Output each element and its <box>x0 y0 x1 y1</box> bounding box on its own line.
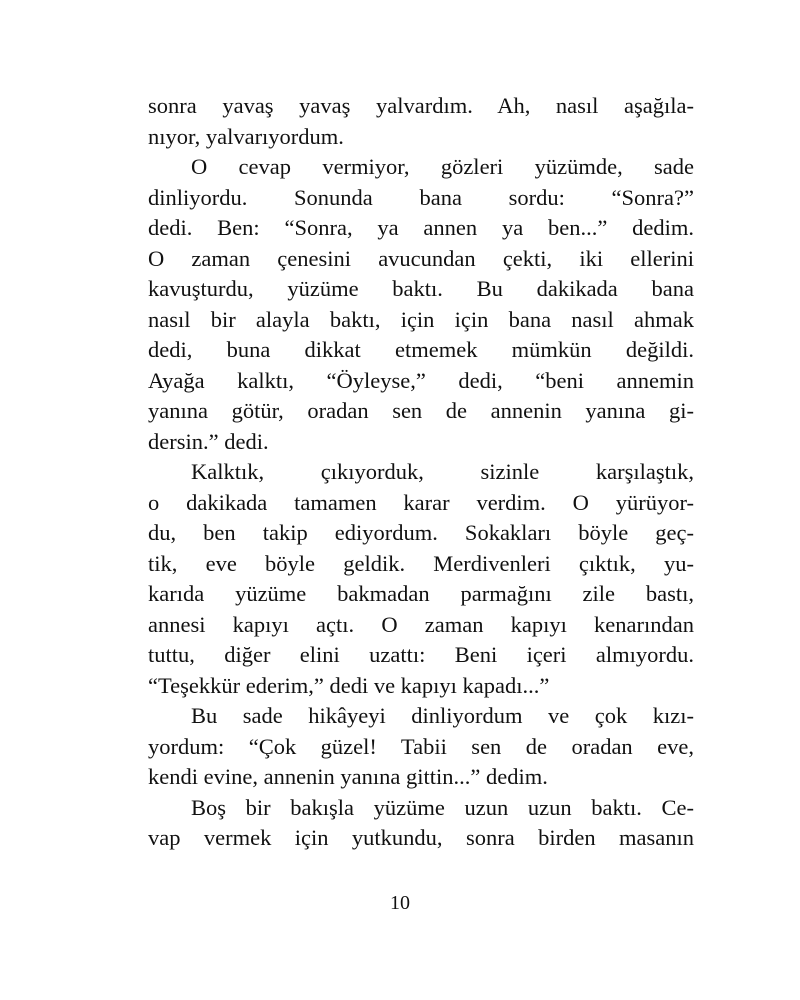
text-line: Ayağa kalktı, “Öyleyse,” dedi, “beni annemin <box>148 367 694 393</box>
text-line: Kalktık, çıkıyorduk, sizinle karşılaştık, <box>191 459 694 484</box>
text-line: sonra yavaş yavaş yalvardım. Ah, nasıl aşağıla- <box>148 93 694 118</box>
text-line: vap vermek için yutkundu, sonra birden masanın <box>148 825 694 850</box>
text-line: O zaman çenesini avucundan çekti, iki ellerini <box>148 245 694 271</box>
text-line: kendi evine, annenin yanına gittin...” dedim. <box>148 764 548 789</box>
text-line: dedi. Ben: “Sonra, ya annen ya ben...” dedim. <box>148 215 694 240</box>
text-line: “Teşekkür ederim,” dedi ve kapıyı kapadı...” <box>148 672 550 698</box>
text-line: tik, eve böyle geldik. Merdivenleri çıktık, yu- <box>148 550 694 576</box>
text-line: nasıl bir alayla baktı, için için bana nasıl ahmak <box>148 306 694 332</box>
text-line: kavuşturdu, yüzüme baktı. Bu dakikada bana <box>148 276 694 301</box>
text-line: dinliyordu. Sonunda bana sordu: “Sonra?” <box>148 184 694 210</box>
text-line: tuttu, diğer elini uzattı: Beni içeri almıyordu. <box>148 642 694 667</box>
text-line: o dakikada tamamen karar verdim. O yürüyor- <box>148 489 694 515</box>
text-line: Bu sade hikâyeyi dinliyordum ve çok kızı- <box>191 703 694 728</box>
page-number: 10 <box>390 892 410 914</box>
text-line: yordum: “Çok güzel! Tabii sen de oradan eve, <box>148 733 694 759</box>
text-line: O cevap vermiyor, gözleri yüzümde, sade <box>191 154 694 179</box>
text-line: dedi, buna dikkat etmemek mümkün değildi. <box>148 337 694 362</box>
text-line: du, ben takip ediyordum. Sokakları böyle geç- <box>148 520 694 545</box>
text-line: Boş bir bakışla yüzüme uzun uzun baktı. Ce- <box>191 794 694 820</box>
body-text <box>148 91 694 854</box>
text-line: karıda yüzüme bakmadan parmağını zile bastı, <box>148 581 694 606</box>
text-line: nıyor, yalvarıyordum. <box>148 123 344 149</box>
text-line: yanına götür, oradan sen de annenin yanına gi- <box>148 398 694 423</box>
text-line: dersin.” dedi. <box>148 428 269 454</box>
text-line: annesi kapıyı açtı. O zaman kapıyı kenarından <box>148 611 694 637</box>
